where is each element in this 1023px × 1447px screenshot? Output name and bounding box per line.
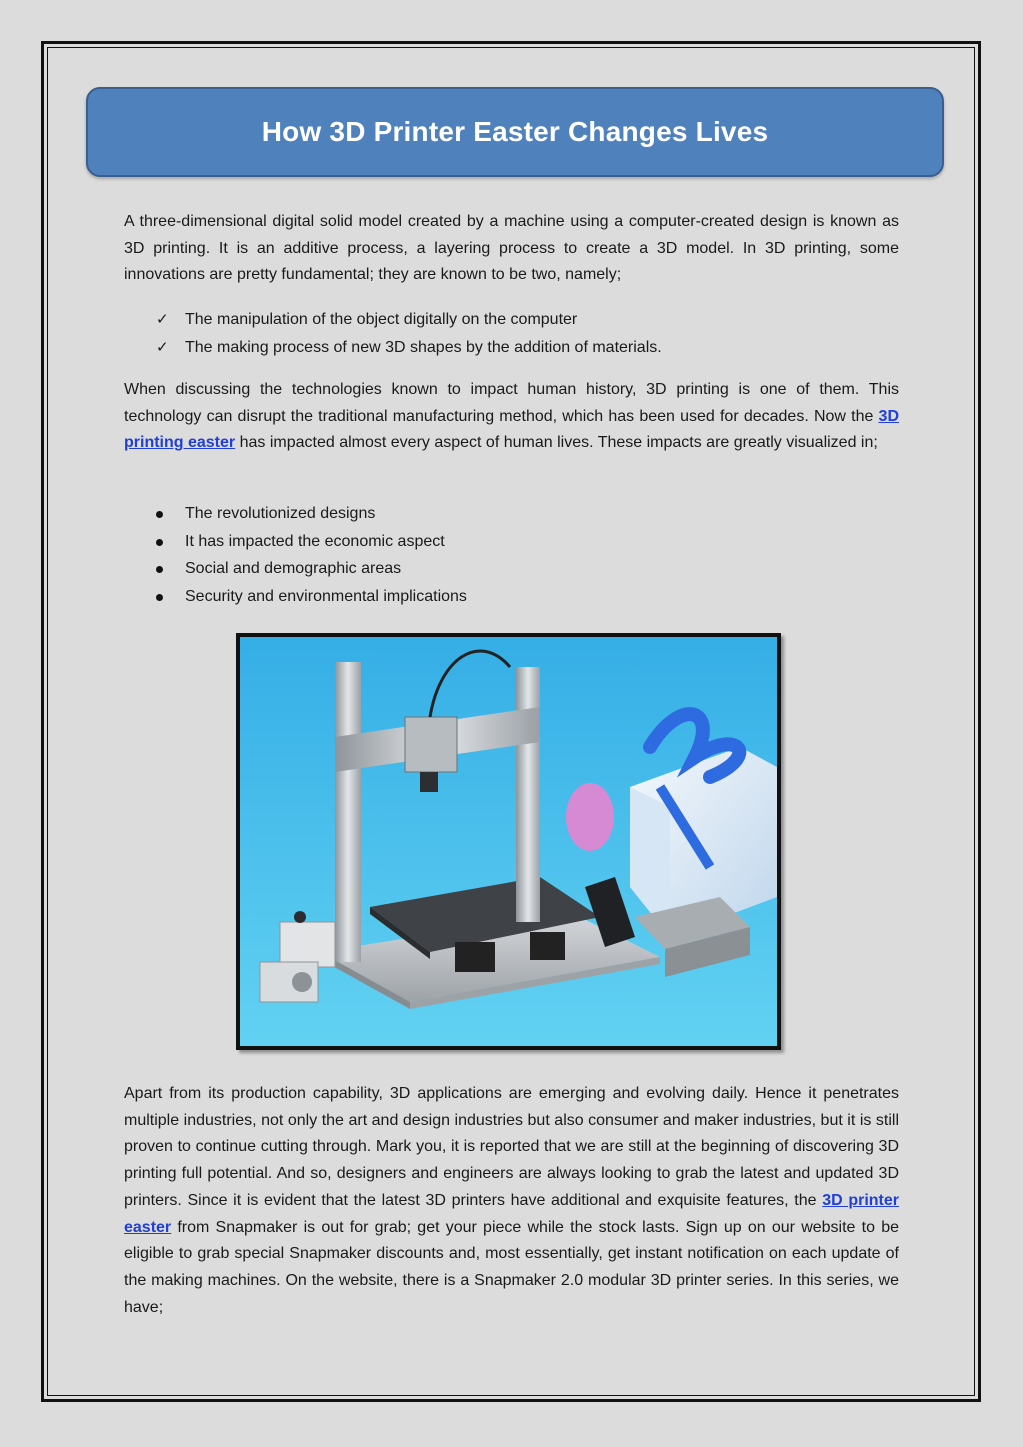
checkmark-icon: ✓	[156, 337, 169, 356]
intro-section	[124, 209, 899, 289]
checkmark-icon: ✓	[156, 310, 169, 328]
printer-photo	[236, 633, 781, 1050]
list-item: The revolutionized designs	[156, 500, 467, 528]
fundamentals-list	[156, 306, 662, 361]
list-item: It has impacted the economic aspect	[156, 528, 467, 556]
intro-paragraph: A three-dimensional digital solid model created by a machine using a computer-created design is known as 3D printing. It is an additive process, a layering process to create a 3D model. In 3D printing, some innovations are pretty fundamental; they are known to be two, namely;	[124, 213, 899, 284]
printer-easter-link[interactable]: 3D printer easter	[124, 1191, 899, 1236]
bullet-icon	[156, 594, 163, 601]
snapmaker-paragraph: Apart from its production capability, 3D applications are emerging and evolving daily. Hence it penetrates multiple industries, not only the art and design industries but also consumer and maker industries, but it is still proven to continue cutting through. Mark you, it is reported that we are still at the beginning of discovering 3D printing full potential. And so, designers and engineers are always looking to grab the latest and updated 3D printers. Since it is evident that the latest 3D printers have additional and exquisite features, the 3D printer easter from Snapmaker is out for grab; get your piece while the stock lasts. Sign up on our website to be eligible to grab special Snapmaker discounts and, most essentially, get instant notification on each update of the making machines. On the website, there is a Snapmaker 2.0 modular 3D printer series. In this series, we have;	[124, 1085, 899, 1316]
title-banner	[86, 87, 944, 177]
bullet-icon	[156, 511, 163, 518]
page-title: How 3D Printer Easter Changes Lives	[261, 116, 769, 147]
list-item: ✓ The making process of new 3D shapes by the addition of materials.	[156, 334, 662, 362]
list-item: Social and demographic areas	[156, 555, 467, 583]
impact-paragraph: When discussing the technologies known to impact human history, 3D printing is one of them. This technology can disrupt the traditional manufacturing method, which has been used for decades. Now the 3D printing easter has impacted almost every aspect of human lives. These impacts are greatly visualized in;	[124, 381, 899, 452]
bullet-icon	[156, 566, 163, 573]
printing-easter-link[interactable]: 3D printing easter	[124, 407, 899, 452]
impact-section	[124, 377, 899, 457]
snapmaker-section	[124, 1081, 899, 1321]
impacts-list	[156, 500, 467, 610]
easter-egg-icon	[566, 783, 614, 851]
list-item: ✓ The manipulation of the object digitally on the computer	[156, 306, 662, 334]
bullet-icon	[156, 539, 163, 546]
list-item: Security and environmental implications	[156, 583, 467, 611]
